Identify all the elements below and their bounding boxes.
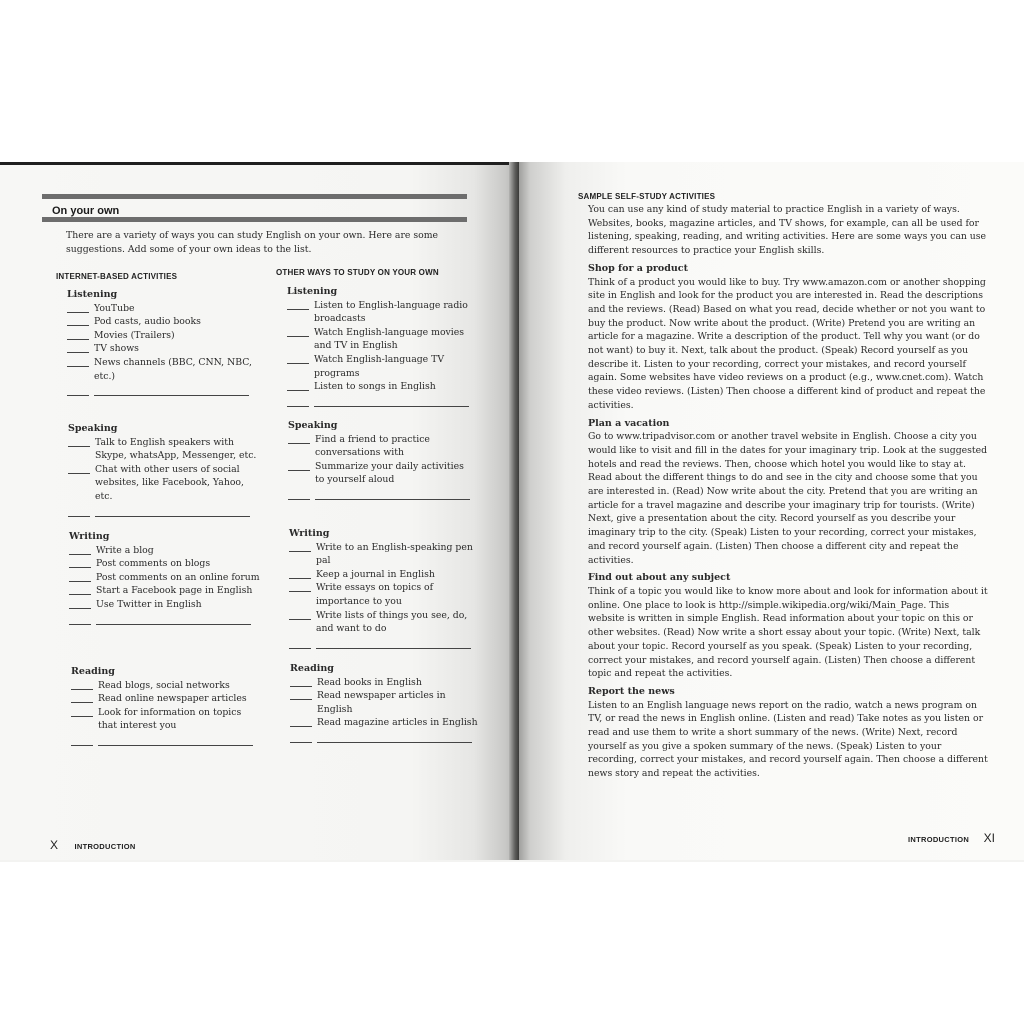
section-heading: Listening xyxy=(287,286,338,297)
activity-section xyxy=(289,527,489,652)
checklist-item: Read blogs, social networks xyxy=(71,679,271,693)
left-page-folio xyxy=(50,836,136,854)
checklist-item: Write to an English-speaking pen pal xyxy=(289,541,481,568)
blank-entry-line xyxy=(68,507,268,520)
activity-section xyxy=(67,288,267,399)
right-page-folio xyxy=(908,829,995,847)
activity-section xyxy=(290,662,490,746)
blank-entry-line xyxy=(67,386,267,399)
checklist-item: Read magazine articles in English xyxy=(290,716,507,730)
checklist-item: Watch English-language TV programs xyxy=(287,353,454,380)
checklist-item: Keep a journal in English xyxy=(289,568,481,582)
checklist-item: Pod casts, audio books xyxy=(67,315,267,329)
activity-text: Go to www.tripadvisor.com or another travel website in English. Choose a city you would like to visit and fill in the dates for your imaginary trip. Look at the suggested hotels and read the reviews. Then, choose which hotel you would like to stay at. Read about the different things to do and see in the city and choose some that you are interested in. (Read) Now write about the city. Pretend that you are writing an article for a travel magazine and describe your imaginary trip for tourists. (Write) Next, give a presentation about the city. Record yourself as you describe your imaginary trip to the city. (Speak) Listen to your recording, correct your mistakes, and record yourself again. (Listen) Then choose a different city and repeat the activities. xyxy=(588,431,988,566)
checklist-item: Find a friend to practice conversations with xyxy=(288,433,465,460)
section-heading: Speaking xyxy=(68,423,118,434)
activity-section xyxy=(287,285,487,410)
checklist-item: Read books in English xyxy=(290,676,490,690)
activity-section xyxy=(288,419,488,503)
checklist-item: Post comments on blogs xyxy=(69,557,269,571)
running-footer: INTRODUCTION xyxy=(908,835,970,844)
checklist-item: Listen to English-language radio broadcasts xyxy=(287,299,474,326)
blank-entry-line xyxy=(289,639,489,652)
checklist-item: Movies (Trailers) xyxy=(67,329,267,343)
page-edge-line xyxy=(0,162,515,165)
header-bar-bottom xyxy=(42,217,467,222)
checklist-item: Write a blog xyxy=(69,544,269,558)
activity-text: Think of a product you would like to buy. Try www.amazon.com or another shopping site in English and look for the product you are interested in. Read the descriptions and the reviews. (Read) Based on what you read, decide whether or not you want to buy the product. Now write about the product. (Write) Pretend you are writing an article for a magazine. Write a description of the product. Tell why you want (or do not want) to buy it. Next, talk about the product. (Speak) Record yourself as you describe it. Listen to your recording, correct your mistakes, and record yourself again. Some websites have video reviews on a product (e.g., www.cnet.com). Watch these video reviews. (Listen) Then choose a different kind of product and repeat the activities. xyxy=(588,276,986,411)
checklist-item: Watch English-language movies and TV in English xyxy=(287,326,474,353)
activity-title: Plan a vacation xyxy=(588,417,670,429)
checklist-item: Chat with other users of social websites, like Facebook, Yahoo, etc. xyxy=(68,463,250,504)
column-heading: OTHER WAYS TO STUDY ON YOUR OWN xyxy=(276,268,439,277)
activity-title: Shop for a product xyxy=(588,262,688,274)
checklist-item: TV shows xyxy=(67,342,267,356)
right-intro-paragraph: You can use any kind of study material to practice English in a variety of ways. Websites, books, magazine articles, and TV shows, for example, can all be used for listening, speaking, reading, and writing activities. Here are some ways you can use different resources to practice your English skills. xyxy=(588,204,987,257)
column-heading: INTERNET-BASED ACTIVITIES xyxy=(56,272,178,281)
checklist-item: Talk to English speakers with Skype, whatsApp, Messenger, etc. xyxy=(68,436,260,463)
book-spine xyxy=(509,162,519,860)
checklist-item: Write lists of things you see, do, and want to do xyxy=(289,609,476,636)
checklist-item: Post comments on an online forum xyxy=(69,571,296,585)
checklist-item: Use Twitter in English xyxy=(69,598,269,612)
header-bar-top xyxy=(42,194,467,199)
section-heading: Reading xyxy=(71,666,115,677)
checklist-item: News channels (BBC, CNN, NBC, etc.) xyxy=(67,356,254,383)
right-page-heading: SAMPLE SELF-STUDY ACTIVITIES xyxy=(578,192,716,201)
activity-title: Report the news xyxy=(588,685,675,697)
running-footer: INTRODUCTION xyxy=(74,842,136,851)
blank-entry-line xyxy=(69,615,269,628)
checklist-item: Read newspaper articles in English xyxy=(290,689,467,716)
blank-entry-line xyxy=(287,397,487,410)
checklist-item: Summarize your daily activities to yourself aloud xyxy=(288,460,475,487)
checklist-item: Listen to songs in English xyxy=(287,380,487,394)
section-heading: Listening xyxy=(67,289,118,300)
activity-section xyxy=(71,665,271,749)
section-heading: Reading xyxy=(290,663,334,674)
blank-entry-line xyxy=(290,733,490,746)
section-heading: Speaking xyxy=(288,420,338,431)
activity-title: Find out about any subject xyxy=(588,572,731,584)
section-heading: Writing xyxy=(289,528,330,539)
checklist-item: Write essays on topics of importance to you xyxy=(289,581,456,608)
section-title: On your own xyxy=(52,205,120,217)
right-page-body xyxy=(588,203,988,785)
page-number: X xyxy=(50,838,59,852)
intro-paragraph: There are a variety of ways you can study English on your own. Here are some suggestions. Add some of your own ideas to the list. xyxy=(66,230,439,255)
activity-text: Listen to an English language news report on the radio, watch a news program on TV, or read the news in English online. (Listen and read) Take notes as you listen or read and use them to write a short summary of the news. (Write) Next, record yourself as you give a spoken summary of the news. (Speak) Listen to your recording, correct your mistakes, and record yourself again. Then choose a different news story and repeat the activities. xyxy=(588,699,988,780)
blank-entry-line xyxy=(71,736,271,749)
page-number: XI xyxy=(983,831,995,845)
activity-section xyxy=(69,530,269,628)
section-heading: Writing xyxy=(69,531,110,542)
blank-entry-line xyxy=(288,490,488,503)
activity-section xyxy=(68,422,268,520)
checklist-item: YouTube xyxy=(67,302,267,316)
activity-text: Think of a topic you would like to know more about and look for information about it online. One place to look is http://simple.wikipedia.org/wiki/Main_Page. This website is written in simple English. Read information about your topic on this or other websites. (Read) Now write a short essay about your topic. (Write) Next, talk about your topic. Record yourself as you speak. (Speak) Listen to your recording, correct your mistakes, and record yourself again. (Listen) Then choose a different topic and repeat the activities. xyxy=(588,585,988,680)
checklist-item: Read online newspaper articles xyxy=(71,692,288,706)
checklist-item: Start a Facebook page in English xyxy=(69,584,269,598)
checklist-item: Look for information on topics that interest you xyxy=(71,706,258,733)
